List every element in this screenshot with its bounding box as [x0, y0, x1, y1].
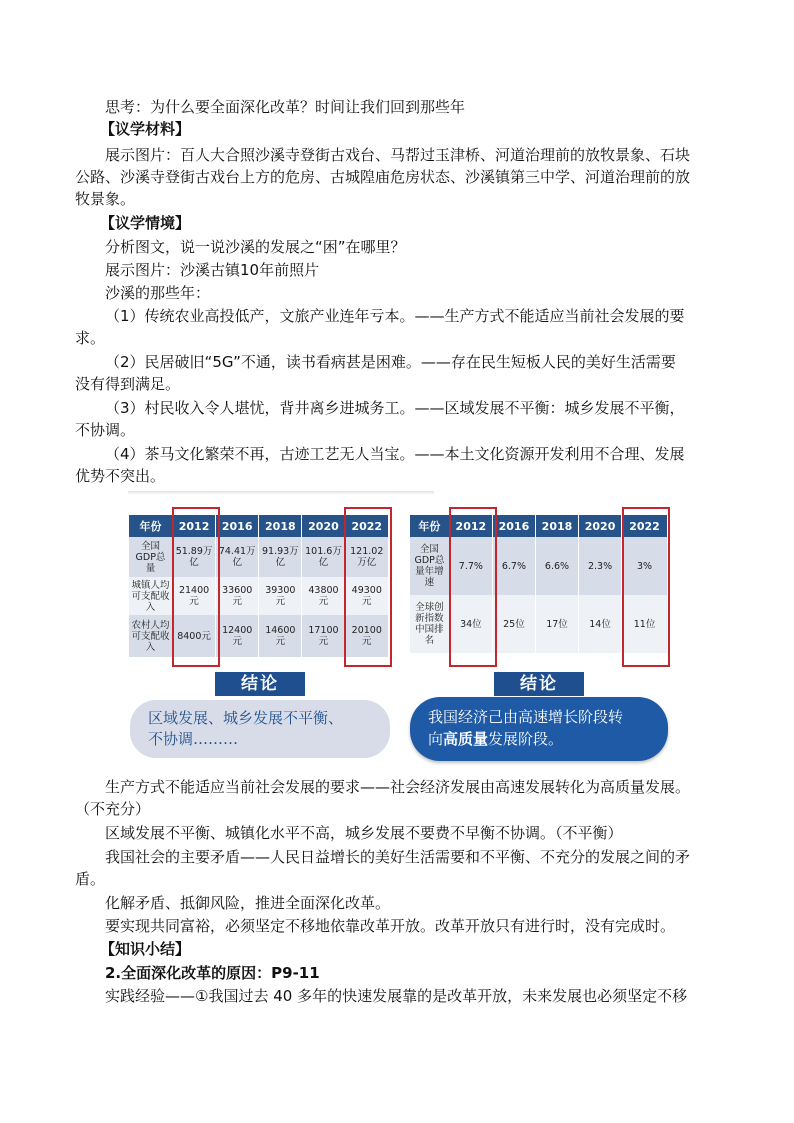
- image-top-edge: [128, 491, 434, 495]
- paragraph-line: 分析图文，说一说沙溪的发展之“困”在哪里？: [105, 238, 406, 256]
- section-heading-situation: 【议学情境】: [100, 214, 191, 232]
- table-header-cell: 2012: [172, 515, 215, 537]
- table-header-cell: 2016: [492, 515, 535, 537]
- conclusion-label: 结论: [215, 672, 305, 696]
- conclusion-left-text: 不协调………: [148, 730, 239, 748]
- conclusion-right-text: 我国经济己由高速增长阶段转: [428, 708, 624, 726]
- table-cell: 25位: [492, 595, 535, 653]
- highlight-box-2022: [622, 507, 670, 667]
- table-header-cell: 2016: [216, 515, 259, 537]
- subheading-reasons: 2.全面深化改革的原因：P9-11: [105, 964, 320, 982]
- table-cell: 20100元: [345, 615, 388, 657]
- table-row-label: 农村人均可支配收入: [129, 615, 172, 657]
- paragraph-line: （1）传统农业高投低产，文旅产业连年亏本。——生产方式不能适应当前社会发展的要: [105, 307, 685, 325]
- paragraph-line: （不充分）: [75, 800, 151, 818]
- paragraph-line: （3）村民收入令人堪忧，背井离乡进城务工。——区域发展不平衡：城乡发展不平衡，: [105, 399, 685, 417]
- table-cell: 3%: [622, 537, 668, 595]
- text-span: 发展阶段。: [488, 730, 564, 748]
- table-header-cell: 年份: [410, 515, 449, 537]
- paragraph-line: （4）茶马文化繁荣不再，古迹工艺无人当宝。——本土文化资源开发利用不合理、发展: [105, 445, 685, 463]
- table-header-cell: 2012: [449, 515, 492, 537]
- table-row-label: 城镇人均可支配收入: [129, 577, 172, 615]
- table-cell: 6.6%: [535, 537, 578, 595]
- paragraph-line: 化解矛盾、抵御风险，推进全面深化改革。: [105, 894, 391, 912]
- table-cell: 121.02万亿: [345, 537, 388, 577]
- table-cell: 6.7%: [492, 537, 535, 595]
- conclusion-left-text: 区域发展、城乡发展不平衡、: [148, 709, 344, 727]
- table-header-cell: 2020: [579, 515, 622, 537]
- table-cell: 17位: [535, 595, 578, 653]
- text-span-bold: 高质量: [443, 730, 489, 748]
- table-cell: 7.7%: [449, 537, 492, 595]
- table-cell: 14600元: [259, 615, 302, 657]
- table-cell: 14位: [579, 595, 622, 653]
- paragraph-thinking: 思考：为什么要全面深化改革？时间让我们回到那些年: [105, 98, 466, 116]
- paragraph-line: 沙溪的那些年：: [105, 284, 211, 302]
- conclusion-label: 结论: [494, 672, 584, 696]
- conclusion-right-pill: [410, 697, 668, 761]
- paragraph-line: 要实现共同富裕，必须坚定不移地依靠改革开放。改革开放只有进行时，没有完成时。: [105, 917, 676, 935]
- table-cell: 8400元: [172, 615, 215, 657]
- table-row-label: 全国GDP总量: [129, 537, 172, 577]
- table-cell: 11位: [622, 595, 668, 653]
- paragraph-line: 生产方式不能适应当前社会发展的要求——社会经济发展由高速发展转化为高质量发展。: [105, 778, 691, 796]
- paragraph-line: 展示图片：百人大合照沙溪寺登街古戏台、马帮过玉津桥、河道治理前的放牧景象、石块: [105, 146, 691, 164]
- table-header-cell: 2020: [302, 515, 345, 537]
- table-header-cell: 2022: [345, 515, 388, 537]
- table-cell: 39300元: [259, 577, 302, 615]
- paragraph-line: （2）民居破旧“5G”不通，读书看病甚是困难。——存在民生短板人民的美好生活需要: [105, 353, 676, 371]
- highlight-box-2012: [449, 507, 497, 667]
- highlight-box-2012: [172, 507, 220, 667]
- paragraph-line: 牧景象。: [75, 190, 136, 208]
- paragraph-line: 盾。: [75, 870, 106, 888]
- table-header-cell: 2018: [259, 515, 302, 537]
- table-cell: 33600元: [216, 577, 259, 615]
- table-cell: 21400元: [172, 577, 215, 615]
- paragraph-line: 优势不突出。: [75, 467, 166, 485]
- table-header-cell: 2022: [622, 515, 668, 537]
- paragraph-line: 求。: [75, 329, 106, 347]
- paragraph-line: 我国社会的主要矛盾——人民日益增长的美好生活需要和不平衡、不充分的发展之间的矛: [105, 848, 691, 866]
- section-heading-summary: 【知识小结】: [100, 940, 191, 958]
- table-header-cell: 年份: [129, 515, 172, 537]
- table-cell: 74.41万亿: [216, 537, 259, 577]
- paragraph-line: 区域发展不平衡、城镇化水平不高，城乡发展不要费不早衡不协调。（不平衡）: [105, 824, 623, 842]
- table-cell: 34位: [449, 595, 492, 653]
- table-row-label: 全国GDP总量年增速: [410, 537, 449, 595]
- paragraph-line: 公路、沙溪寺登街古戏台上方的危房、古城隍庙危房状态、沙溪镇第三中学、河道治理前的放: [75, 168, 691, 186]
- paragraph-line: 不协调。: [75, 421, 136, 439]
- table-cell: 17100元: [302, 615, 345, 657]
- table-cell: 2.3%: [579, 537, 622, 595]
- text-span: 向: [428, 730, 444, 748]
- paragraph-line: 实践经验——①我国过去 40 多年的快速发展靠的是改革开放，未来发展也必须坚定不移: [105, 987, 688, 1005]
- table-cell: 51.89万亿: [172, 537, 215, 577]
- table-cell: 12400元: [216, 615, 259, 657]
- table-cell: 91.93万亿: [259, 537, 302, 577]
- table-cell: 49300元: [345, 577, 388, 615]
- highlight-box-2022: [344, 507, 392, 667]
- section-heading-material: 【议学材料】: [100, 120, 191, 138]
- table-cell: 101.6万亿: [302, 537, 345, 577]
- conclusion-right-text: [428, 728, 650, 750]
- paragraph-line: 没有得到满足。: [75, 375, 181, 393]
- conclusion-left-pill: [130, 700, 390, 758]
- paragraph-line: 展示图片：沙溪古镇10年前照片: [105, 261, 320, 279]
- table-row-label: 全球创新指数中国排名: [410, 595, 449, 653]
- table-cell: 43800元: [302, 577, 345, 615]
- table-header-cell: 2018: [535, 515, 578, 537]
